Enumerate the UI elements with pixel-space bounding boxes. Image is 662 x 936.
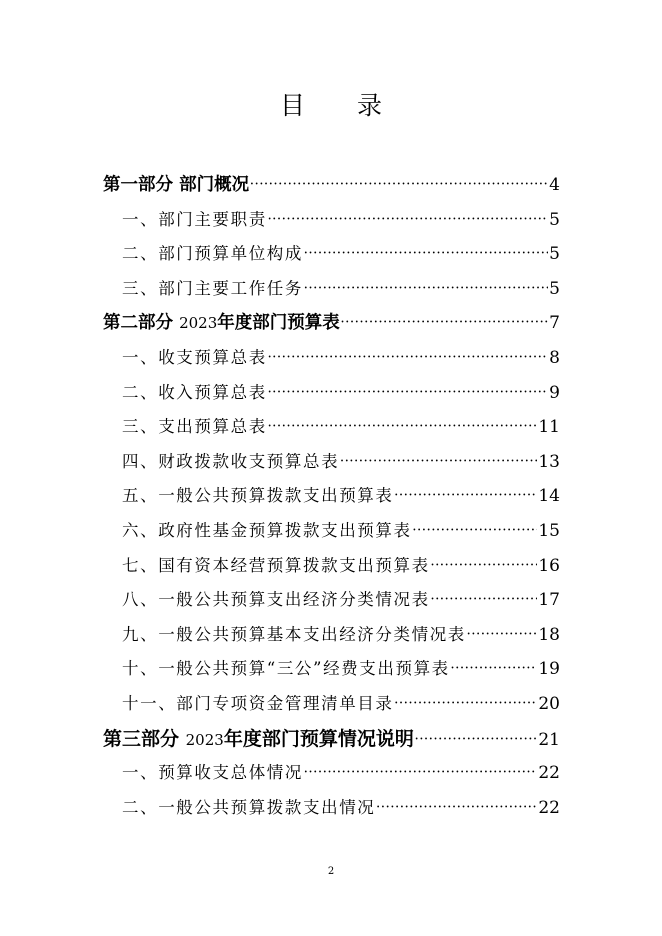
toc-page-number: 7 [549,313,560,334]
toc-entry[interactable] [103,376,560,411]
toc-dot-leader [304,756,537,790]
page-number: 2 [327,866,335,877]
toc-page-number: 17 [538,590,560,611]
toc-entry-year: 2023 [179,314,218,333]
toc-entry[interactable] [103,445,560,480]
toc-part-heading[interactable] [103,168,560,203]
page-title: 目 录 [280,91,404,120]
toc-entry-title [103,168,249,202]
toc-dot-leader [395,479,538,513]
toc-entry-title [122,376,267,410]
toc-dot-leader [268,341,548,375]
toc-entry[interactable] [103,756,560,791]
toc-entry[interactable] [103,652,560,687]
toc-dot-leader [431,549,538,583]
toc-entry[interactable] [103,479,560,514]
toc-page-number: 11 [538,417,560,438]
toc-entry-title-text: 一、收支预算总表 [122,347,267,367]
toc-entry-title-text: 第二部分 [103,313,180,334]
toc-entry-title [122,410,267,444]
toc-page-number: 20 [538,693,560,714]
toc-page-number: 19 [538,659,560,680]
toc-part-heading[interactable] [103,306,560,341]
toc-entry-title [103,722,414,757]
toc-page-number: 4 [549,175,560,195]
toc-entry-title [122,341,267,375]
toc-entry-title-text: 二、收入预算总表 [122,382,267,402]
toc-entry[interactable] [103,791,560,826]
toc-dot-leader [451,652,538,686]
toc-dot-leader [341,306,548,340]
toc-entry-title [122,583,430,617]
toc-entry-title [122,479,394,513]
toc-page-number: 5 [549,209,560,230]
toc-dot-leader [268,203,548,237]
toc-entry-title-suffix: 年度部门预算表 [217,313,340,334]
toc-entry-title-suffix: 年度部门预算情况说明 [223,727,414,750]
toc-page-number: 21 [538,729,560,750]
toc-entry-title-text: 二、一般公共预算拨款支出情况 [122,797,376,817]
toc-page-number: 5 [549,244,560,265]
toc-entry-title [122,791,375,825]
toc-entry-title-text: 十一、部门专项资金管理清单目录 [122,693,394,713]
toc-entry-title-text: 二、部门预算单位构成 [122,244,303,264]
toc-dot-leader [431,583,538,617]
toc-entry-title-text: 一、预算收支总体情况 [122,763,303,783]
toc-entry[interactable] [103,272,560,307]
table-of-contents [103,168,560,825]
toc-entry-title-text: 三、部门主要工作任务 [122,278,303,298]
toc-dot-leader [268,376,548,410]
toc-entry-title [122,756,303,790]
toc-page-number: 5 [549,278,560,299]
toc-entry-title [122,652,450,686]
toc-dot-leader [413,514,538,548]
toc-entry[interactable] [103,583,560,618]
toc-entry-title [122,687,394,721]
toc-entry[interactable] [103,549,560,584]
toc-entry-title-text: 七、国有资本经营预算拨款支出预算表 [122,555,430,575]
toc-entry-title-text: 六、政府性基金预算拨款支出预算表 [122,520,412,540]
toc-entry[interactable] [103,203,560,238]
toc-entry-title [122,445,339,479]
toc-part-heading[interactable] [103,722,560,757]
toc-entry-title-text: 一、部门主要职责 [122,209,267,229]
toc-entry-title [122,203,267,237]
toc-entry[interactable] [103,410,560,445]
toc-dot-leader [415,722,538,757]
toc-entry-title [122,514,412,548]
toc-entry-title-text: 五、一般公共预算拨款支出预算表 [122,486,394,506]
toc-dot-leader [376,791,537,825]
toc-entry[interactable] [103,341,560,376]
toc-page-number: 22 [538,763,560,784]
toc-entry-title-text: 九、一般公共预算基本支出经济分类情况表 [122,624,466,644]
toc-entry-title-text: 十、一般公共预算“三公”经费支出预算表 [122,659,450,679]
toc-dot-leader [268,410,538,444]
toc-entry-title-text: 第一部分 部门概况 [103,175,250,195]
toc-dot-leader [467,618,537,652]
toc-entry-year: 2023 [185,730,224,749]
toc-page-number: 8 [549,347,560,368]
toc-page-number: 22 [538,797,560,818]
toc-entry-title [103,306,340,340]
toc-entry[interactable] [103,687,560,722]
toc-dot-leader [250,168,548,202]
toc-page-number: 15 [538,520,560,541]
toc-dot-leader [395,687,538,721]
toc-entry[interactable] [103,237,560,272]
toc-entry-title-text: 八、一般公共预算支出经济分类情况表 [122,590,430,610]
toc-entry-title-text: 第三部分 [103,727,186,750]
toc-entry-title [122,237,303,271]
toc-entry[interactable] [103,514,560,549]
toc-page-number: 13 [538,451,560,472]
toc-page-number: 9 [549,382,560,403]
toc-entry-title [122,618,466,652]
toc-entry-title [122,549,430,583]
toc-page-number: 16 [538,555,560,576]
toc-dot-leader [304,272,548,306]
toc-dot-leader [304,237,548,271]
toc-entry-title-text: 四、财政拨款收支预算总表 [122,451,340,471]
toc-dot-leader [340,445,537,479]
toc-page-number: 18 [538,624,560,645]
toc-entry[interactable] [103,618,560,653]
toc-page-number: 14 [538,486,560,507]
toc-entry-title [122,272,303,306]
toc-entry-title-text: 三、支出预算总表 [122,417,267,437]
